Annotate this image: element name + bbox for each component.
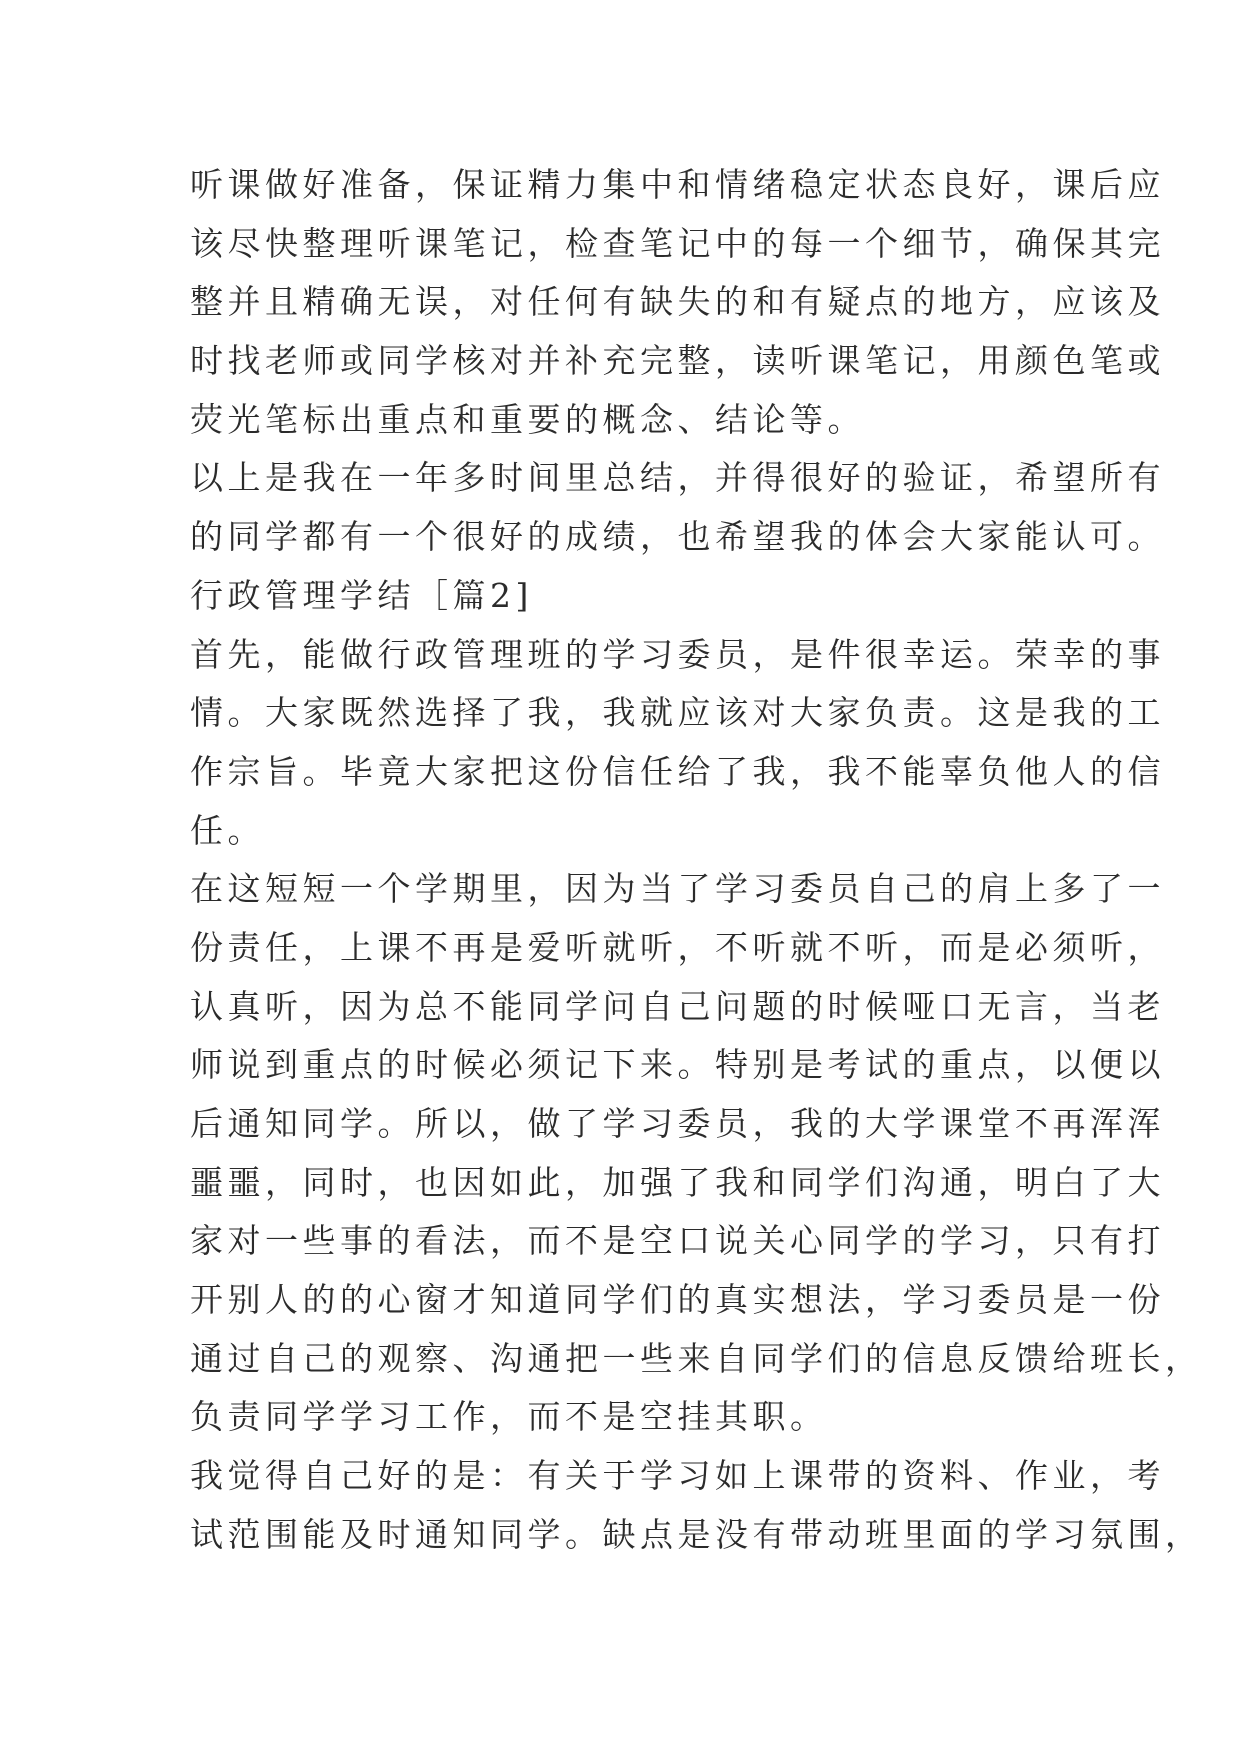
section-heading: 行政管理学结［篇2] [190, 575, 533, 615]
text-line: 听课做好准备，保证精力集中和情绪稳定状态良好，课后应 [190, 165, 1165, 204]
document-body [190, 156, 1203, 1565]
text-line: 认真听，因为总不能同学问自己问题的时候哑口无言，当老 [190, 986, 1165, 1026]
text-line: 任。 [190, 810, 265, 850]
text-line: 噩噩，同时，也因如此，加强了我和同学们沟通，明白了大 [190, 1162, 1165, 1202]
text-line: 荧光笔标出重点和重要的概念、结论等。 [190, 399, 865, 439]
text-line: 师说到重点的时候必须记下来。特别是考试的重点，以便以 [190, 1045, 1165, 1085]
text-line: 通过自己的观察、沟通把一些来自同学们的信息反馈给班长， [190, 1338, 1203, 1378]
text-line: 作宗旨。毕竟大家把这份信任给了我，我不能辜负他人的信 [190, 751, 1165, 791]
text-line: 首先，能做行政管理班的学习委员，是件很幸运。荣幸的事 [190, 634, 1165, 674]
text-line: 开别人的的心窗才知道同学们的真实想法，学习委员是一份 [190, 1280, 1165, 1320]
text-line: 我觉得自己好的是：有关于学习如上课带的资料、作业，考 [190, 1456, 1165, 1496]
text-line: 以上是我在一年多时间里总结，并得很好的验证，希望所有 [190, 458, 1165, 498]
text-line: 整并且精确无误，对任何有缺失的和有疑点的地方，应该及 [190, 282, 1165, 322]
text-line: 在这短短一个学期里，因为当了学习委员自己的肩上多了一 [190, 869, 1165, 909]
text-line: 的同学都有一个很好的成绩，也希望我的体会大家能认可。 [190, 517, 1165, 557]
text-line: 家对一些事的看法，而不是空口说关心同学的学习，只有打 [190, 1221, 1165, 1261]
text-line: 后通知同学。所以，做了学习委员，我的大学课堂不再浑浑 [190, 1104, 1165, 1143]
text-line: 该尽快整理听课笔记，检查笔记中的每一个细节，确保其完 [190, 223, 1165, 263]
text-line: 时找老师或同学核对并补充完整，读听课笔记，用颜色笔或 [190, 341, 1165, 381]
text-line: 负责同学学习工作，而不是空挂其职。 [190, 1397, 828, 1437]
text-line: 情。大家既然选择了我，我就应该对大家负责。这是我的工 [190, 693, 1165, 733]
text-line: 份责任，上课不再是爱听就听，不听就不听，而是必须听， [190, 927, 1165, 967]
text-line: 试范围能及时通知同学。缺点是没有带动班里面的学习氛围， [190, 1514, 1203, 1554]
